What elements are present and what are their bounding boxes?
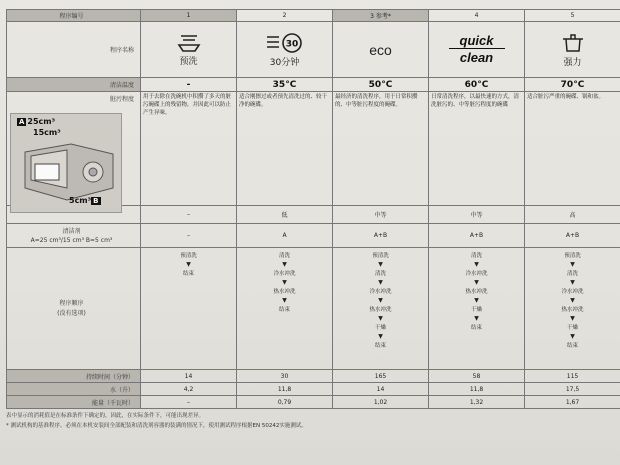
detergent-row: [7, 224, 620, 248]
seq-2-step-1: 清洗: [278, 253, 290, 259]
arrow-down-icon: ▼: [474, 315, 479, 322]
arrow-down-icon: ▼: [378, 297, 383, 304]
sequence-4: [429, 248, 525, 370]
seq-4-step-1: 清洗: [470, 253, 482, 259]
arrow-down-icon: ▼: [378, 333, 383, 340]
compartment-b-tag: [69, 196, 102, 205]
arrow-down-icon: ▼: [570, 279, 575, 286]
prewash-icon: [175, 32, 203, 54]
energy-2: 0,79: [237, 396, 333, 409]
energy-4: 1,32: [429, 396, 525, 409]
water-2: 11,8: [237, 383, 333, 396]
program-eco: [333, 22, 429, 78]
seq-5-step-1: 预清洗: [564, 253, 581, 259]
program-number-1: 1: [141, 10, 237, 22]
quick-clean-logo-bottom: clean: [459, 50, 494, 65]
sequence-3: [333, 248, 429, 370]
arrow-down-icon: ▼: [570, 261, 575, 268]
seq-4-step-5: 结束: [470, 325, 482, 331]
compartment-b-badge: B: [93, 197, 99, 205]
program-number-5: 5: [525, 10, 620, 22]
duration-2: 30: [237, 370, 333, 383]
sequence-2: [237, 248, 333, 370]
program-number-3: 3 参考*: [333, 10, 429, 22]
seq-2-step-3: 热水冲洗: [273, 289, 296, 295]
program-intensive: [525, 22, 620, 78]
seq-5-step-3: 冷水冲洗: [561, 289, 584, 295]
temperature-2: 35°C: [237, 78, 333, 92]
seq-4-step-4: 干燥: [470, 307, 482, 313]
soil-level-1: –: [141, 206, 237, 224]
water-row: [7, 383, 620, 396]
soil-label: 脏污程度: [109, 96, 134, 103]
compartment-a-value2: 15cm³: [33, 128, 61, 137]
seq-3-step-4: 热水冲洗: [369, 307, 392, 313]
water-3: 14: [333, 383, 429, 396]
detergent-4: A+B: [429, 224, 525, 248]
soil-level-4: 中等: [429, 206, 525, 224]
sequence-1: [141, 248, 237, 370]
water-5: 17,5: [525, 383, 620, 396]
compartment-b-value: 5cm³: [69, 196, 92, 205]
arrow-down-icon: ▼: [282, 279, 287, 286]
timer-30-badge: 30: [285, 39, 298, 50]
program-number-row: [7, 10, 620, 22]
compartment-a-value: 25cm³: [27, 117, 56, 126]
seq-1-step-2: 结束: [182, 271, 194, 277]
soil-desc-5: 适合脏污严重的碗碟、锅和盆。: [525, 92, 620, 206]
temperature-1: -: [141, 78, 237, 92]
detergent-3: A+B: [333, 224, 429, 248]
arrow-down-icon: ▼: [570, 333, 575, 340]
temperature-4: 60°C: [429, 78, 525, 92]
program-name-label: 程序名称: [7, 22, 141, 78]
program-30min-name: 30分钟: [269, 58, 300, 68]
soil-level-3: 中等: [333, 206, 429, 224]
seq-3-step-2: 清洗: [374, 271, 386, 277]
arrow-down-icon: ▼: [282, 297, 287, 304]
pot-icon: [560, 31, 586, 55]
seq-5-step-6: 结束: [566, 343, 578, 349]
sequence-label-cell: [7, 248, 141, 370]
temperature-row: [7, 78, 620, 92]
water-label: 水（升）: [7, 383, 141, 396]
seq-2-step-4: 结束: [278, 307, 290, 313]
detergent-2: A: [237, 224, 333, 248]
duration-row: [7, 370, 620, 383]
soil-level-2: 低: [237, 206, 333, 224]
detergent-1: –: [141, 224, 237, 248]
soil-desc-4: 日常清洗程序，以最快速的方式，清洗脏污的、中等脏污程度的碗碟: [429, 92, 525, 206]
energy-3: 1,02: [333, 396, 429, 409]
arrow-down-icon: ▼: [378, 315, 383, 322]
program-quick-clean: [429, 22, 525, 78]
seq-3-step-3: 冷水冲洗: [369, 289, 392, 295]
arrow-down-icon: ▼: [282, 261, 287, 268]
duration-3: 165: [333, 370, 429, 383]
duration-5: 115: [525, 370, 620, 383]
energy-1: –: [141, 396, 237, 409]
temperature-label: 清洁温度: [7, 78, 141, 92]
detergent-label: 清洁剂: [62, 227, 81, 235]
sequence-row: [7, 248, 620, 370]
arrow-down-icon: ▼: [186, 261, 191, 268]
program-name-row: [7, 22, 620, 78]
program-number-4: 4: [429, 10, 525, 22]
seq-3-step-6: 结束: [374, 343, 386, 349]
seq-3-step-1: 预清洗: [372, 253, 389, 259]
timer-30-icon: [265, 31, 305, 55]
arrow-down-icon: ▼: [474, 297, 479, 304]
program-30min: [237, 22, 333, 78]
soil-desc-3: 最经济的清洗程序，用于日常积攒的、中等脏污程度的碗碟。: [333, 92, 429, 206]
sequence-sublabel: (没有选项): [57, 309, 86, 317]
water-4: 11,8: [429, 383, 525, 396]
seq-1-step-1: 预清洗: [180, 253, 197, 259]
energy-row: [7, 396, 620, 409]
arrow-down-icon: ▼: [378, 279, 383, 286]
water-1: 4,2: [141, 383, 237, 396]
compartment-a-tag: [17, 117, 55, 126]
arrow-down-icon: ▼: [474, 261, 479, 268]
seq-5-step-5: 干燥: [566, 325, 578, 331]
compartment-a-badge: A: [19, 118, 25, 126]
soil-desc-2: 适合刚擦过或者预先清洗过的、较干净的碗碟。: [237, 92, 333, 206]
soil-desc-1: 用于去除在洗碗机中积攒了多天的脏污碗碟上的残留物，并因此可以防止产生异味。: [141, 92, 237, 206]
program-number-2: 2: [237, 10, 333, 22]
arrow-down-icon: ▼: [570, 297, 575, 304]
seq-5-step-4: 热水冲洗: [561, 307, 584, 313]
soil-level-5: 高: [525, 206, 620, 224]
duration-1: 14: [141, 370, 237, 383]
program-prewash-name: 预洗: [179, 57, 198, 67]
duration-label: 持续时间（分钟）: [7, 370, 141, 383]
footnote-2: * 测试机构的基准程序。必须在本机安装间全部配装和清洗剂容器的装满的情况下，使用测试程序根据EN 50242实施测试。: [6, 423, 307, 429]
program-number-label: 程序编号: [7, 10, 141, 22]
detergent-sublabel: A=25 cm³/15 cm³ B=5 cm³: [30, 236, 113, 244]
temperature-5: 70°C: [525, 78, 620, 92]
program-intensive-name: 强力: [563, 58, 582, 68]
energy-5: 1,67: [525, 396, 620, 409]
arrow-down-icon: ▼: [378, 261, 383, 268]
seq-2-step-2: 冷水冲洗: [273, 271, 296, 277]
duration-4: 58: [429, 370, 525, 383]
detergent-dispenser-figure: [10, 113, 122, 213]
program-prewash: [141, 22, 237, 78]
dispenser-drawing: [11, 114, 121, 212]
seq-5-step-2: 清洗: [566, 271, 578, 277]
arrow-down-icon: ▼: [474, 279, 479, 286]
detergent-5: A+B: [525, 224, 620, 248]
program-eco-name: eco: [369, 41, 392, 58]
arrow-down-icon: ▼: [570, 315, 575, 322]
footnote-1: 表中显示的消耗值是在标准条件下确定的，因此，在实际条件下，可能出现差异。: [6, 413, 205, 419]
seq-4-step-2: 冷水冲洗: [465, 271, 488, 277]
energy-label: 能量（千瓦时）: [7, 396, 141, 409]
quick-clean-logo: [431, 35, 522, 64]
seq-4-step-3: 热水冲洗: [465, 289, 488, 295]
sequence-label: 程序顺序: [59, 299, 84, 307]
temperature-3: 50°C: [333, 78, 429, 92]
quick-clean-logo-top: quick: [459, 33, 494, 48]
seq-3-step-5: 干燥: [374, 325, 386, 331]
detergent-label-cell: [7, 224, 141, 248]
sequence-5: [525, 248, 620, 370]
